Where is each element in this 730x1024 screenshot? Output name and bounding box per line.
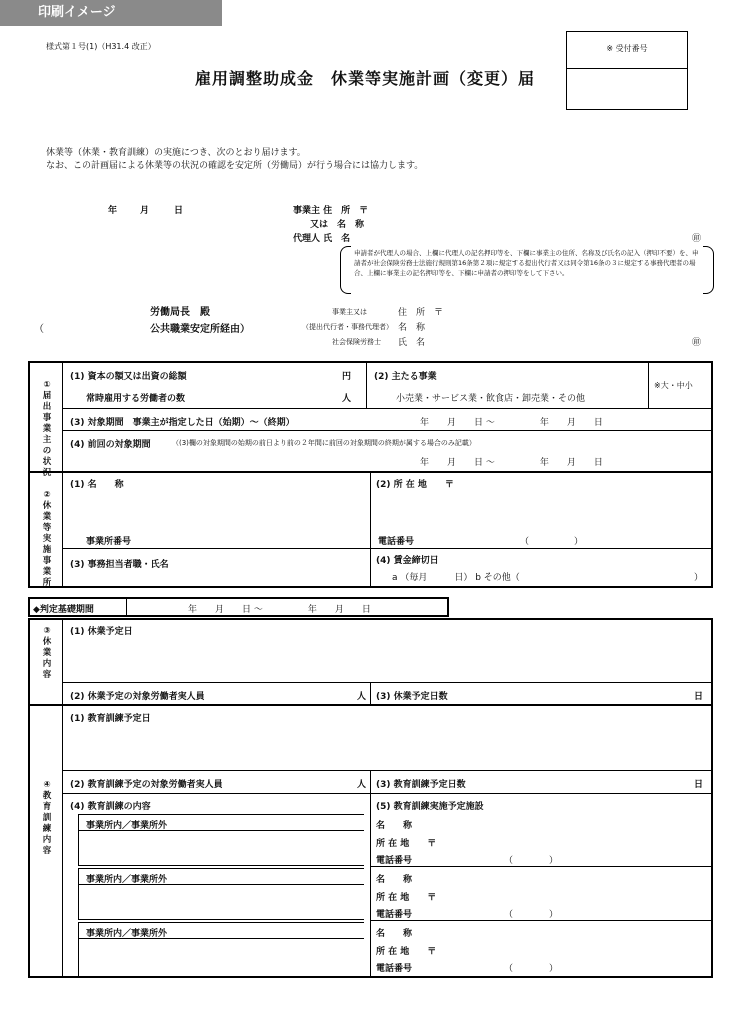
facility-parens-1: （ ） (504, 856, 559, 866)
bureau-chief-label: 労働局長 殿 (150, 307, 210, 318)
facility-name-1: 名 称 (376, 821, 413, 831)
office-address-label: (2) 所 在 地 〒 (376, 480, 454, 490)
print-image-tag: 印刷イメージ (0, 0, 222, 26)
staff-label: (3) 事務担当者職・氏名 (70, 560, 169, 570)
facility-address-3: 所 在 地 〒 (376, 947, 437, 957)
receipt-number-label: ※ 受付番号 (567, 32, 687, 69)
training-workers-label: (2) 教育訓練予定の対象労働者実人員 (70, 780, 223, 790)
seal-mark-2: ㊞ (692, 338, 702, 348)
facility-address-2: 所 在 地 〒 (376, 893, 437, 903)
leave-days-label: (3) 休業予定日数 (376, 692, 448, 702)
intro-line-1: 休業等（休業・教育訓練）の実施につき、次のとおり届けます。 (46, 148, 306, 158)
training-facility-label: (5) 教育訓練実施予定施設 (376, 802, 484, 812)
facility-phone-3: 電話番号 (376, 964, 413, 974)
employer-name-label: 又は 名 称 (310, 220, 365, 230)
facility-parens-3: （ ） (504, 964, 559, 974)
agent-name-label: 代理人 氏 名 (293, 234, 351, 244)
judgment-period-label: ◆判定基礎期間 (33, 605, 94, 615)
training-schedule-label: (1) 教育訓練予定日 (70, 714, 151, 724)
period-label: (3) 対象期間 事業主が指定した日（始期）～（終期） (70, 418, 295, 428)
page-title: 雇用調整助成金 休業等実施計画（変更）届 (194, 69, 535, 88)
workers-unit: 人 (342, 394, 352, 404)
intro-line-2: なお、この計画届による休業等の状況の確認を安定所（労働局）が行う場合には協力します。 (46, 161, 424, 171)
inside-outside-label-2: 事業所内／事業所外 (86, 875, 168, 885)
phone-label: 電話番号 (378, 537, 415, 547)
date-day: 日 (174, 206, 184, 216)
wage-close-options: a （毎月 日） b その他（ (392, 573, 520, 583)
workers-label: 常時雇用する労働者の数 (86, 394, 186, 404)
sr-address-label: 住 所 〒 (398, 308, 444, 318)
sr-label-1: 事業主又は (332, 308, 367, 316)
open-paren: （ (34, 324, 44, 335)
facility-phone-1: 電話番号 (376, 856, 413, 866)
capital-label: (1) 資本の額又は出資の総額 (70, 372, 187, 382)
training-days-label: (3) 教育訓練予定日数 (376, 780, 466, 790)
facility-address-1: 所 在 地 〒 (376, 839, 437, 849)
leave-days-unit: 日 (694, 692, 704, 702)
facility-parens-2: （ ） (504, 910, 559, 920)
prev-period-note: （(3)欄の対象期間の始期の前日より前の２年間に前回の対象期間の終期が属する場合のみ記載） (172, 439, 476, 447)
training-content-label: (4) 教育訓練の内容 (70, 802, 151, 812)
employer-address-label: 事業主 住 所 〒 (293, 206, 369, 216)
office-number-label: 事業所番号 (86, 537, 132, 547)
facility-name-2: 名 称 (376, 875, 413, 885)
prev-period-dates: 年 月 日 ～ 年 月 日 (420, 458, 603, 468)
leave-workers-label: (2) 休業予定の対象労働者実人員 (70, 692, 205, 702)
section-3-label: ③休業内容 (42, 626, 52, 680)
sr-name-label: 名 称 (398, 323, 426, 333)
wage-close-end: ） (694, 573, 704, 583)
inside-outside-label-3: 事業所内／事業所外 (86, 929, 168, 939)
via-office-label: 公共職業安定所経由） (150, 324, 250, 335)
prev-period-label: (4) 前回の対象期間 (70, 440, 151, 450)
inside-outside-label-1: 事業所内／事業所外 (86, 821, 168, 831)
leave-schedule-label: (1) 休業予定日 (70, 627, 133, 637)
phone-parens: （ ） (520, 537, 584, 547)
business-label: (2) 主たる事業 (374, 372, 437, 382)
size-label: ※大・中小 (654, 381, 693, 390)
facility-phone-2: 電話番号 (376, 910, 413, 920)
training-days-unit: 日 (694, 780, 704, 790)
capital-unit: 円 (342, 372, 352, 382)
office-name-label: (1) 名 称 (70, 480, 124, 490)
agent-note: 申請者が代理人の場合、上欄に代理人の記名押印等を、下欄に事業主の住所、名称及び氏名の記入（押印不要）を、申請者が社会保険労務士法施行規則第16条第２項に規定する提出代行者又は同令第16条の３に規定する事務代理者の場合、上欄に事業主の記名押印等を、下欄に申請者の押印等をして下さい。 (340, 246, 714, 294)
section-4-label: ④教育訓練内容 (42, 780, 52, 856)
business-options: 小売業・サービス業・飲食店・卸売業・その他 (396, 394, 586, 404)
leave-workers-unit: 人 (357, 692, 367, 702)
sr-label-2: （提出代行者・事務代理者） (302, 323, 393, 331)
period-dates: 年 月 日 ～ 年 月 日 (420, 418, 603, 428)
section-1-label: ①届出事業主の状況 (42, 380, 52, 478)
sr-person-label: 氏 名 (398, 338, 426, 348)
form-number: 様式第１号(1)（H31.4 改正） (46, 42, 156, 51)
date-year: 年 (108, 206, 118, 216)
training-workers-unit: 人 (357, 780, 367, 790)
date-month: 月 (140, 206, 150, 216)
sr-label-3: 社会保険労務士 (332, 338, 381, 346)
seal-mark: ㊞ (692, 234, 702, 244)
facility-name-3: 名 称 (376, 929, 413, 939)
judgment-period-dates: 年 月 日 ～ 年 月 日 (188, 605, 371, 615)
wage-close-label: (4) 賃金締切日 (376, 556, 439, 566)
section-2-label: ②休業等実施事業所 (42, 490, 52, 588)
